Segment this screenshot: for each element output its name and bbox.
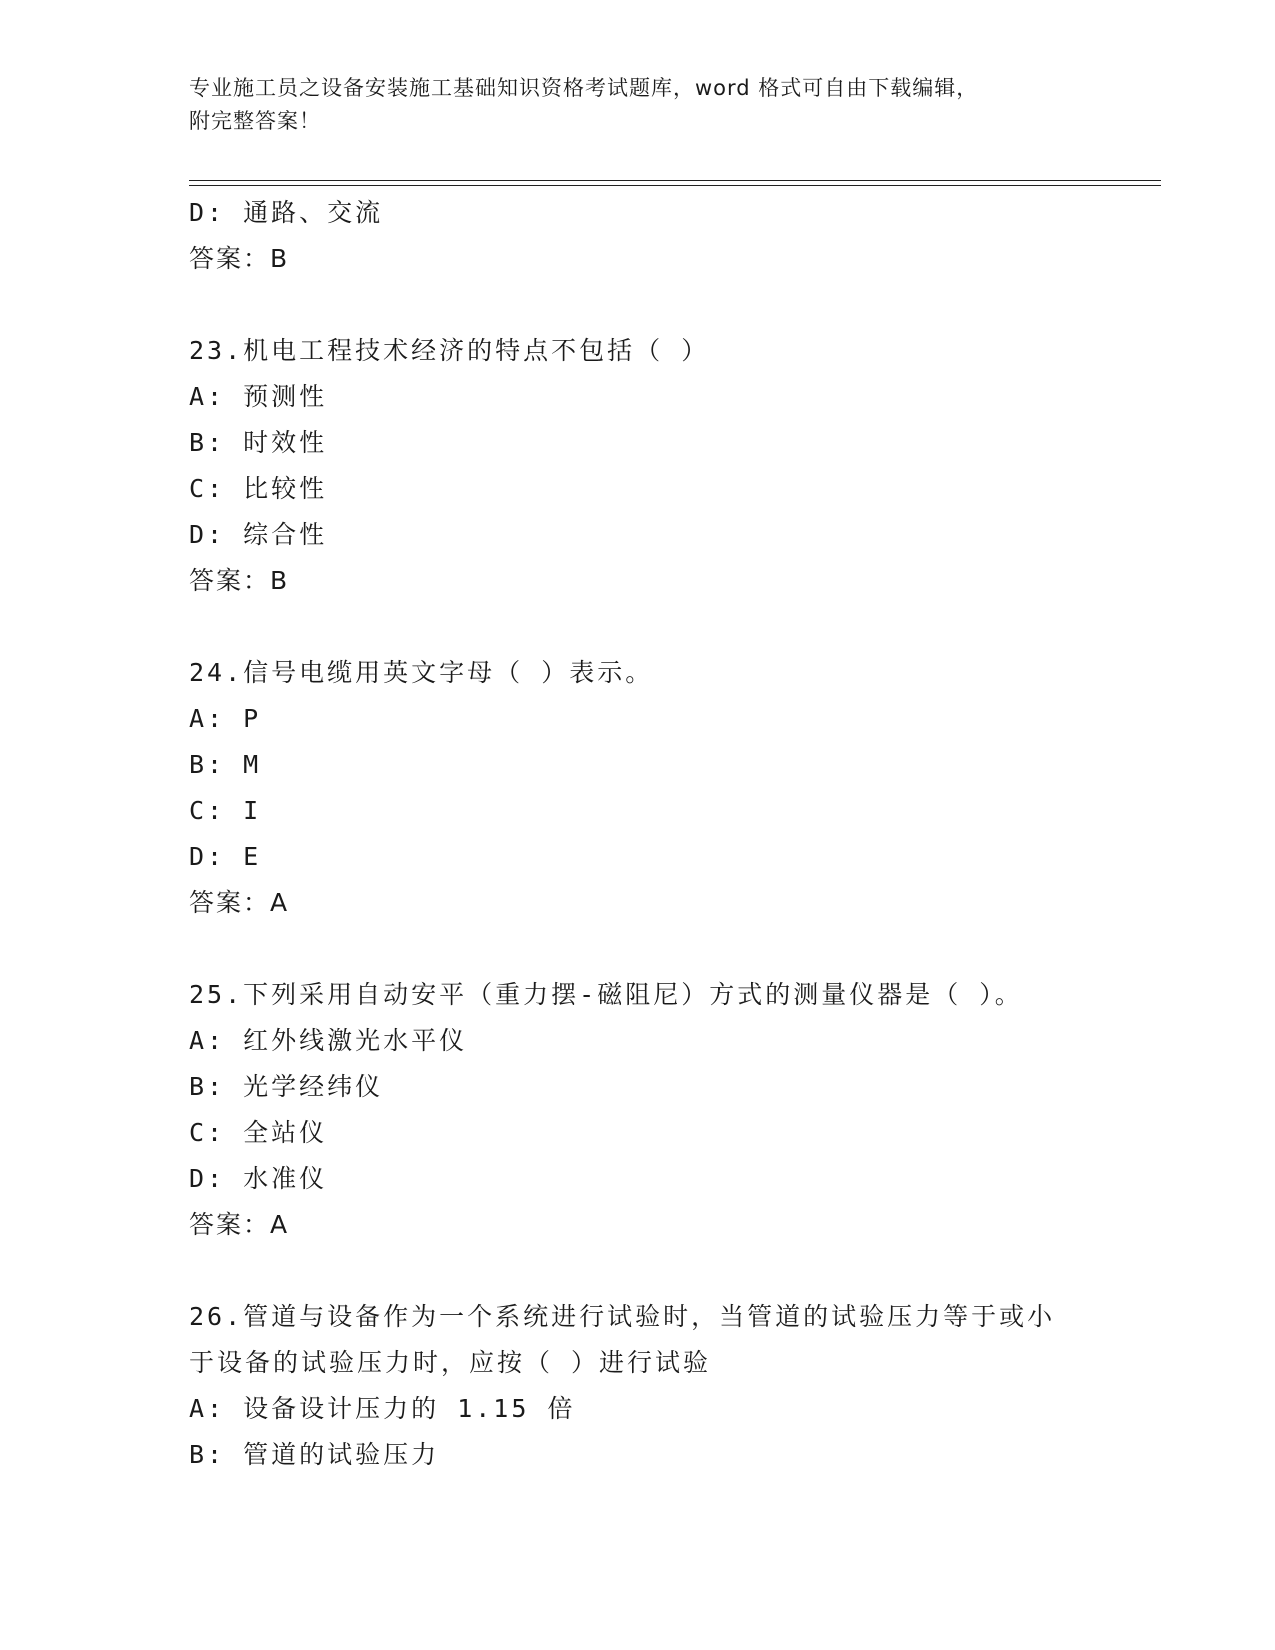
- header-line-2: 附完整答案！: [189, 109, 321, 133]
- option-b: B: 管道的试验压力: [189, 1440, 440, 1469]
- answer-line: 答案：A: [189, 1210, 290, 1239]
- question-text-line-2: 于设备的试验压力时，应按（ ）进行试验: [189, 1348, 712, 1377]
- answer-line: 答案：B: [189, 566, 290, 595]
- question-text: 25.下列采用自动安平（重力摆-磁阻尼）方式的测量仪器是（ ）。: [189, 980, 1023, 1009]
- option-b: B: 光学经纬仪: [189, 1072, 384, 1101]
- header-divider-bottom: [189, 185, 1161, 186]
- spacer: [189, 282, 1169, 328]
- option-b: B: 时效性: [189, 428, 328, 457]
- question-content: [189, 190, 1169, 1478]
- option-b: B: M: [189, 750, 262, 779]
- option-c: C: I: [189, 796, 262, 825]
- option-a: A: 预测性: [189, 382, 328, 411]
- spacer: [189, 926, 1169, 972]
- option-a: A: 设备设计压力的 1.15 倍: [189, 1394, 576, 1423]
- option-d: D: 通路、交流: [189, 198, 384, 227]
- answer-line: 答案：A: [189, 888, 290, 917]
- question-24: [189, 650, 1169, 926]
- question-text: 24.信号电缆用英文字母（ ）表示。: [189, 658, 654, 687]
- header-divider-top: [189, 180, 1161, 181]
- option-c: C: 全站仪: [189, 1118, 328, 1147]
- option-a: A: 红外线激光水平仪: [189, 1026, 468, 1055]
- answer-line: 答案：B: [189, 244, 290, 273]
- question-26: [189, 1294, 1169, 1478]
- option-c: C: 比较性: [189, 474, 328, 503]
- document-header: [189, 72, 1089, 138]
- question-23: [189, 328, 1169, 604]
- option-d: D: 综合性: [189, 520, 328, 549]
- option-a: A: P: [189, 704, 262, 733]
- question-text-line-1: 26.管道与设备作为一个系统进行试验时，当管道的试验压力等于或小: [189, 1302, 1056, 1331]
- option-d: D: 水准仪: [189, 1164, 328, 1193]
- question-text: 23.机电工程技术经济的特点不包括（ ）: [189, 336, 710, 365]
- previous-question-tail: [189, 190, 1169, 282]
- question-25: [189, 972, 1169, 1248]
- spacer: [189, 604, 1169, 650]
- option-d: D: E: [189, 842, 262, 871]
- header-line-1: 专业施工员之设备安装施工基础知识资格考试题库，word 格式可自由下载编辑，: [189, 76, 979, 100]
- spacer: [189, 1248, 1169, 1294]
